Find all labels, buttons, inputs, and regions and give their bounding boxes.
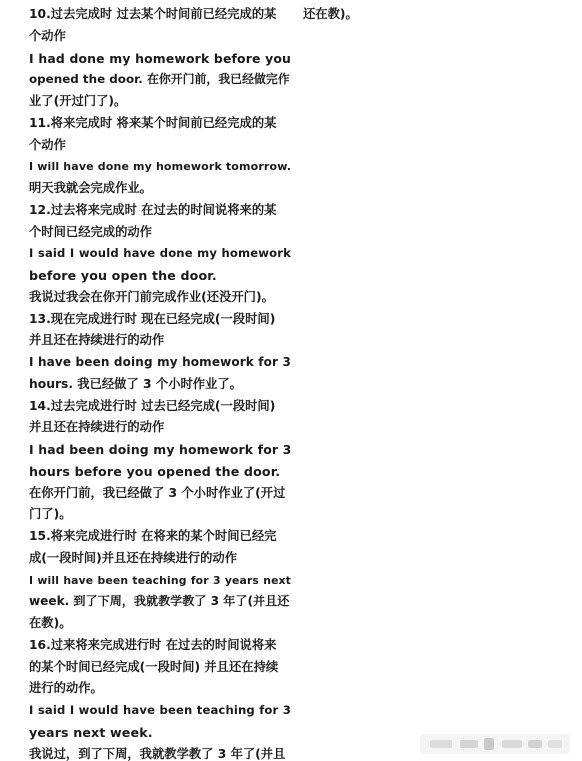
section-heading-line: 14.过去完成进行时 过去已经完成(一段时间) bbox=[29, 398, 276, 413]
section-heading-line: 并且还在持续进行的动作 bbox=[29, 333, 165, 348]
section-heading-line: 成(一段时间)并且还在持续进行的动作 bbox=[29, 550, 237, 565]
text-line: 在你开门前，我已经做了 3 个小时作业了(开过 bbox=[29, 485, 286, 500]
section-heading-line: 个动作 bbox=[29, 28, 66, 43]
text-line: years next week. bbox=[29, 724, 153, 740]
section-heading-line: 进行的动作。 bbox=[29, 681, 103, 696]
right-column-fragment: 还在教)。 bbox=[303, 7, 358, 21]
text-line: week. 到了下周，我就教学教了 3 年了(并且还 bbox=[29, 594, 290, 609]
text-line: 门了)。 bbox=[29, 507, 72, 522]
text-line: I have been doing my homework for 3 bbox=[29, 355, 291, 369]
section-heading-line: 个时间已经完成的动作 bbox=[29, 224, 152, 239]
text-line: 在教)。 bbox=[29, 616, 72, 630]
section-heading-line: 16.过来将来完成进行时 在过去的时间说将来 bbox=[29, 637, 277, 652]
text-line: before you open the door. bbox=[29, 268, 217, 283]
text-line: I said I would have done my homework bbox=[29, 246, 291, 261]
text-line: 我说过我会在你开门前完成作业(还没开门)。 bbox=[29, 289, 274, 304]
section-heading-line: 12.过去将来完成时 在过去的时间说将来的某 bbox=[29, 202, 277, 217]
text-line: I had been doing my homework for 3 bbox=[29, 442, 292, 457]
section-heading-line: 的某个时间已经完成(一段时间) 并且还在持续 bbox=[29, 659, 279, 674]
left-text-column bbox=[29, 4, 291, 761]
section-heading-line: 个动作 bbox=[29, 137, 66, 152]
section-heading-line: 15.将来完成进行时 在将来的某个时间已经完 bbox=[29, 529, 277, 543]
section-heading-line: 13.现在完成进行时 现在已经完成(一段时间) bbox=[29, 311, 276, 326]
text-line: opened the door. 在你开门前，我已经做完作 bbox=[29, 72, 290, 87]
text-line: 我说过，到了下周，我就教学教了 3 年了(并且 bbox=[29, 746, 286, 761]
text-line: hours before you opened the door. bbox=[29, 463, 281, 479]
blurred-watermark bbox=[420, 731, 570, 757]
text-line: hours. 我已经做了 3 个小时作业了。 bbox=[29, 376, 242, 391]
section-heading-line: 并且还在持续进行的动作 bbox=[29, 420, 165, 435]
text-line: I had done my homework before you bbox=[29, 50, 291, 66]
text-line: 业了(开过门了)。 bbox=[29, 94, 127, 108]
text-line: I said I would have been teaching for 3 bbox=[29, 703, 291, 717]
section-heading-line: 10.过去完成时 过去某个时间前已经完成的某 bbox=[29, 7, 277, 21]
text-line: 明天我就会完成作业。 bbox=[29, 181, 152, 195]
text-line: I will have done my homework tomorrow. bbox=[29, 160, 292, 174]
section-heading-line: 11.将来完成时 将来某个时间前已经完成的某 bbox=[29, 115, 277, 130]
text-line: I will have been teaching for 3 years next bbox=[29, 573, 291, 587]
